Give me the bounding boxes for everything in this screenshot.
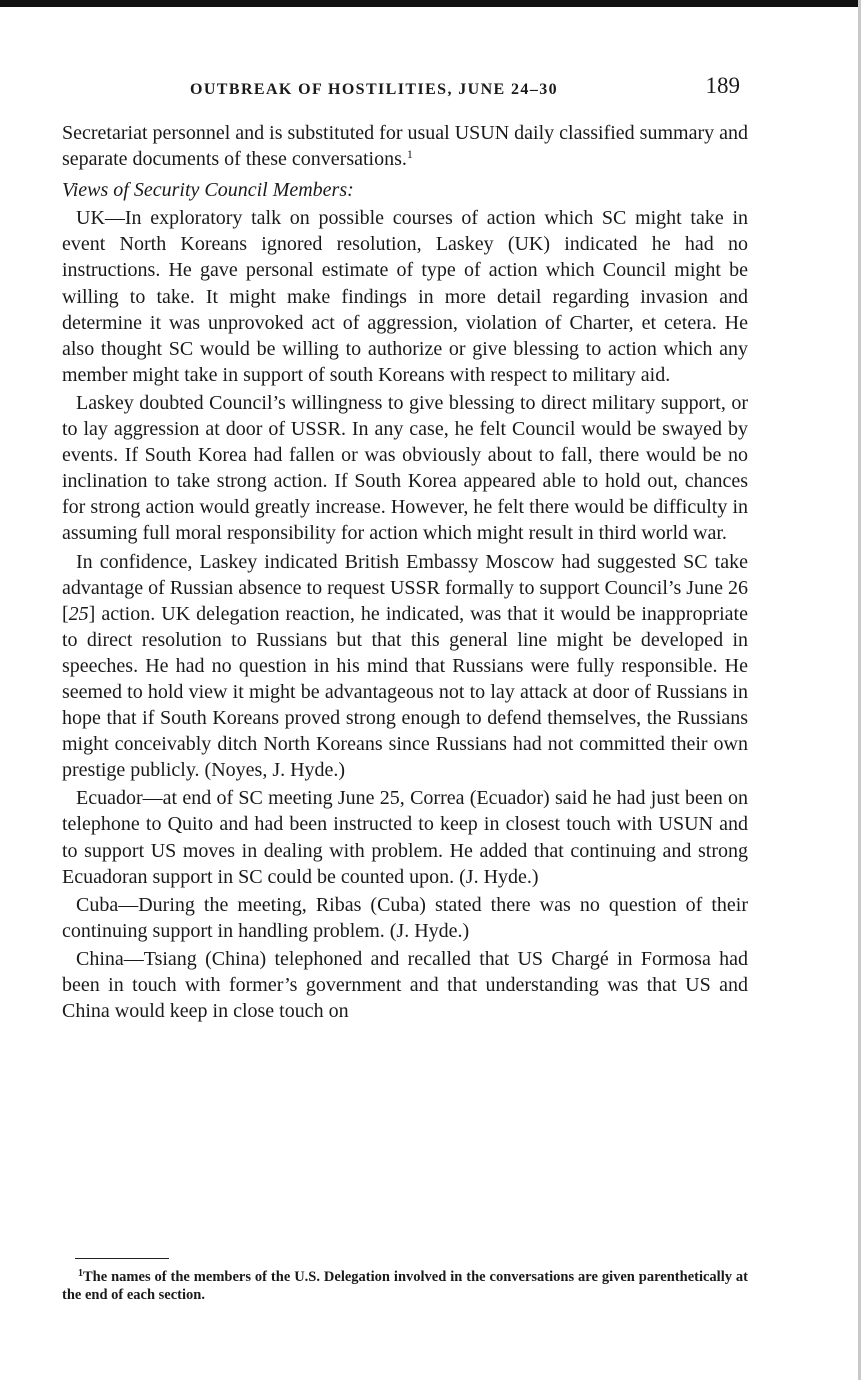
top-scan-border [0, 0, 861, 7]
footnote-text: The names of the members of the U.S. Delegation involved in the conversations are given parenthetically at the end of each section. [62, 1269, 748, 1303]
section-heading: Views of Security Council Members: [62, 179, 354, 202]
footnote [62, 1268, 748, 1304]
paragraph-text: ] action. UK delegation reaction, he indicated, was that it would be inappropriate to direct resolution to Russians but that this general line might be developed in speeches. He had no question in his mind that Russians were fully responsible. He seemed to hold view it might be advantageous not to lay attack at door of Russians in hope that if South Koreans proved strong enough to defend themselves, the Russians might conceivably ditch North Koreans since Russians had not committed their own prestige publicly. (Noyes, J. Hyde.) [62, 602, 748, 782]
running-head: OUTBREAK OF HOSTILITIES, JUNE 24–30 [190, 81, 559, 98]
footnote-marker: 1 [78, 1268, 83, 1279]
paragraph-ecuador: Ecuador—at end of SC meeting June 25, Correa (Ecuador) said he had just been on telephone to Quito and had been instructed to keep in closest touch with USUN and to support US moves in dealing with problem. He added that continuing and strong Ecuadoran support in SC could be counted upon. (J. Hyde.) [62, 787, 748, 888]
body-text [62, 120, 748, 1024]
paragraph-china: China—Tsiang (China) telephoned and recalled that US Chargé in Formosa had been in touch with former’s government and that understanding was that US and China would keep in close touch on [62, 947, 748, 1023]
page-header [62, 70, 748, 120]
page-number: 189 [705, 73, 740, 98]
footnote-reference: 1 [406, 147, 413, 162]
paragraph-text: Secretariat personnel and is substituted for usual USUN daily classified summary and separate documents of these conversations. [62, 122, 748, 171]
italic-date: 25 [68, 602, 89, 625]
paragraph-uk: UK—In exploratory talk on possible courses of action which SC might take in event North Koreans ignored resolution, Laskey (UK) indicated he had no instructions. He gave personal estimate of type of action which Council might be willing to take. It might make findings in more detail regarding invasion and determine it was unprovoked act of aggression, violation of Charter, et cetera. He also thought SC would be willing to authorize or give blessing to action which any member might take in support of south Koreans with respect to military aid. [62, 207, 748, 386]
document-page [62, 70, 748, 1026]
footnote-divider [75, 1258, 169, 1259]
paragraph-cuba: Cuba—During the meeting, Ribas (Cuba) stated there was no question of their continuing support in handling problem. (J. Hyde.) [62, 893, 748, 942]
paragraph-secretariat [62, 120, 748, 172]
paragraph-confidence [62, 549, 748, 784]
paragraph-laskey: Laskey doubted Council’s willingness to give blessing to direct military support, or to lay aggression at door of USSR. In any case, he felt Council would be swayed by events. If South Korea had fallen or was obviously about to fall, there would be no inclination to take strong action. If South Korea appeared able to hold out, chances for strong action would greatly increase. However, he felt there would be difficulty in assuming full moral responsibility for action which might result in third world war. [62, 391, 748, 545]
paragraph-text: In confidence, Laskey indicated British Embassy Moscow had suggested SC take advantage of Russian absence to request USSR formally to support Council’s June 26 [ [62, 550, 748, 625]
